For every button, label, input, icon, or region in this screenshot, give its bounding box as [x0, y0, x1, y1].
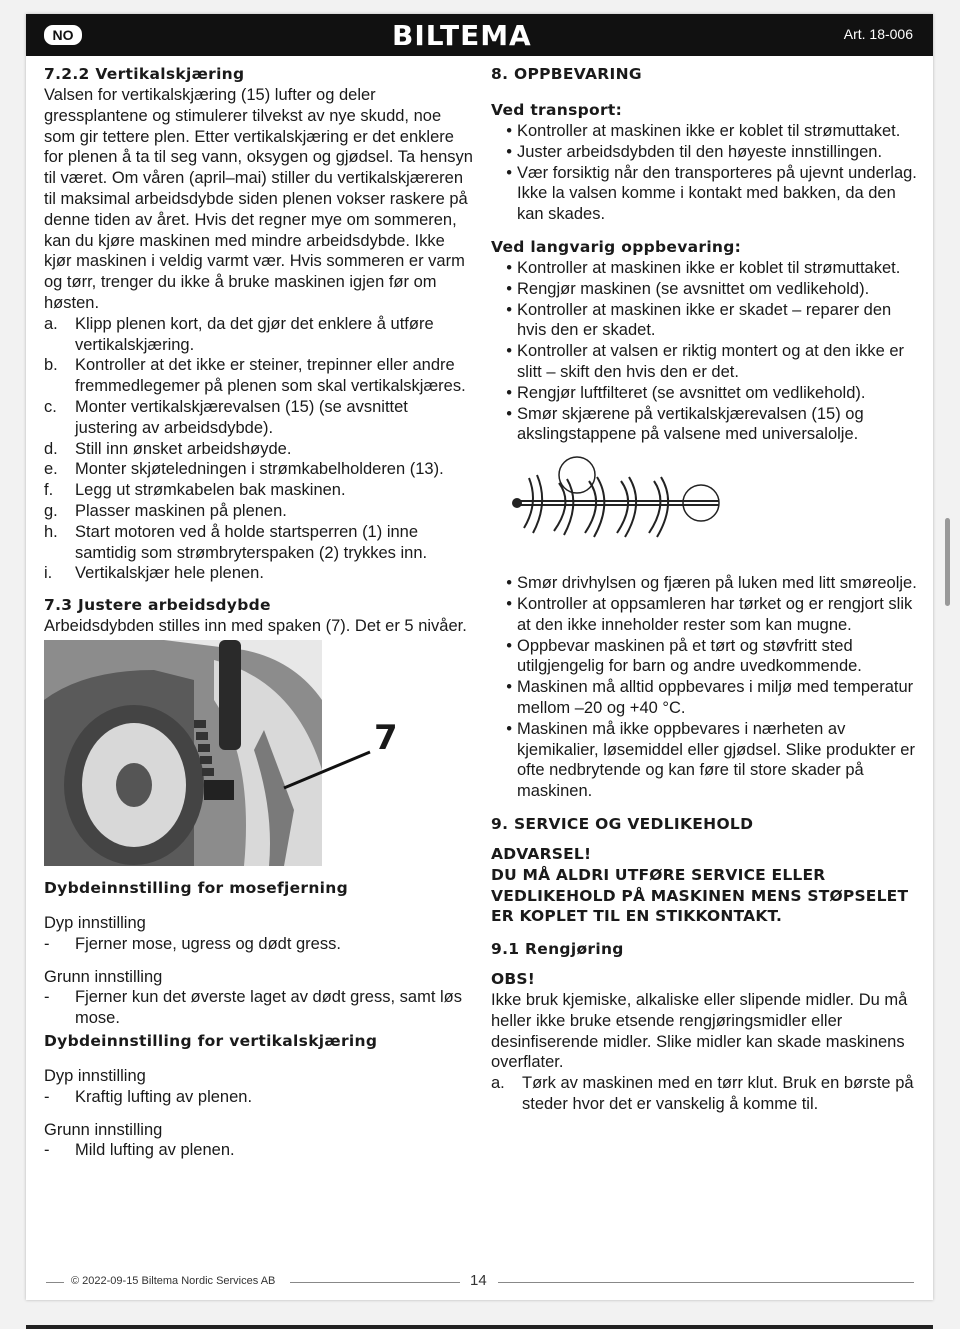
bullet: • [506, 122, 512, 140]
list-marker: f. [44, 481, 54, 500]
language-badge: NO [44, 25, 82, 45]
biltema-logo: BILTEMA [392, 19, 532, 52]
bullet: • [506, 279, 512, 298]
list-text: Kraftig lufting av plenen. [75, 1087, 253, 1106]
section-91-title: 9.1 Rengjøring [491, 940, 624, 959]
list-text: Legg ut strømkabelen bak maskinen. [75, 481, 346, 500]
list-item [491, 383, 921, 404]
list-item [491, 404, 921, 446]
list-item [44, 314, 474, 356]
list-item [44, 987, 474, 1029]
list-item [491, 258, 921, 279]
list-text: Kontroller at valsen er riktig montert og at den ikke er slitt – skift den hvis den er det. [517, 342, 905, 381]
bottom-edge [26, 1325, 933, 1329]
page-number: 14 [470, 1272, 487, 1289]
list-item [491, 1073, 921, 1115]
list-item [44, 1140, 474, 1161]
list-marker: c. [44, 397, 57, 416]
footer-rule [46, 1282, 64, 1283]
list-text: Monter vertikalskjærevalsen (15) (se avsnittet justering av arbeidsdybde). [75, 397, 408, 437]
vert-grunn-label: Grunn innstilling [44, 1120, 163, 1139]
list-text: Mild lufting av plenen. [75, 1141, 235, 1160]
mose-grunn-label: Grunn innstilling [44, 967, 163, 986]
list-text: Kontroller at det ikke er steiner, trepinner eller andre fremmedlegemer på plenen som skal vertikalskjæres. [75, 356, 466, 396]
steps-list [44, 314, 474, 584]
list-marker: i. [44, 564, 53, 583]
section-722-title: 7.2.2 Vertikalskjæring [44, 65, 245, 83]
list-item [491, 300, 921, 342]
left-column [44, 64, 474, 1161]
vert-dyp-label: Dyp innstilling [44, 1066, 146, 1085]
list-text: Tørk av maskinen med en tørr klut. Bruk en børste på steder hvor det er vanskelig å komme til. [522, 1074, 914, 1113]
list-marker: a. [44, 314, 58, 333]
storage-title: Ved langvarig oppbevaring: [491, 237, 742, 256]
list-item [44, 459, 474, 480]
section-73-title: 7.3 Justere arbeidsdybde [44, 596, 271, 615]
section-9-title: 9. SERVICE OG VEDLIKEHOLD [491, 814, 754, 833]
list-item [44, 501, 474, 522]
list-text: Plasser maskinen på plenen. [75, 501, 287, 520]
bullet: • [506, 574, 512, 593]
bullet: • [506, 636, 512, 655]
callout-number: 7 [374, 717, 398, 758]
section-73-body: Arbeidsdybden stilles inn med spaken (7). Det er 5 nivåer. [44, 617, 467, 636]
bullet: • [506, 142, 512, 161]
list-text: Vær forsiktig når den transporteres på ujevnt underlag. Ikke la valsen komme i kontakt med bakken, da den kan skades. [517, 163, 917, 224]
warning-label: ADVARSEL! [491, 844, 592, 863]
bullet: • [506, 678, 512, 697]
list-text: Fjerner kun det øverste laget av dødt gress, samt løs mose. [75, 988, 462, 1028]
list-item [491, 719, 921, 802]
list-item [44, 1087, 474, 1108]
bullet: • [506, 383, 512, 402]
list-marker: g. [44, 501, 58, 520]
list-text: Start motoren ved å holde startsperren (1) inne samtidig som strømbryterspaken (2) trykkes inn. [75, 522, 428, 562]
section-91-body: Ikke bruk kjemiske, alkaliske eller slipende midler. Du må heller ikke bruke etsende rengjøringsmidler eller desinfiserende midler. Slike midler kan skade maskinens overflater. [491, 990, 908, 1072]
bullet: • [506, 404, 512, 423]
footer-rule [290, 1282, 460, 1283]
list-text: Juster arbeidsdybden til den høyeste innstillingen. [517, 142, 883, 161]
bullet: • [506, 719, 512, 738]
warning-text: DU MÅ ALDRI UTFØRE SERVICE ELLER VEDLIKEHOLD PÅ MASKINEN MENS STØPSELET ER KOPLET TIL EN STIKKONTAKT. [491, 865, 909, 926]
roller-illustration [491, 445, 921, 573]
list-marker: e. [44, 460, 58, 479]
list-item [491, 594, 921, 636]
copyright: © 2022-09-15 Biltema Nordic Services AB [71, 1275, 276, 1287]
vert-title: Dybdeinnstilling for vertikalskjæring [44, 1031, 378, 1050]
obs-label: OBS! [491, 970, 536, 989]
list-item [44, 439, 474, 460]
list-text: Still inn ønsket arbeidshøyde. [75, 439, 292, 458]
list-item [44, 480, 474, 501]
list-text: Rengjør maskinen (se avsnittet om vedlikehold). [517, 279, 870, 298]
list-marker: - [44, 988, 50, 1007]
section-8-title: 8. OPPBEVARING [491, 65, 642, 83]
depth-lever-figure [44, 640, 474, 872]
list-marker: - [44, 1141, 50, 1160]
mose-dyp-label: Dyp innstilling [44, 913, 146, 932]
list-item [491, 279, 921, 300]
list-text: Smør skjærene på vertikalskjærevalsen (15) og akslingstappene på valsene med universalolje. [517, 404, 864, 444]
list-marker: h. [44, 522, 58, 541]
bullet: • [506, 594, 512, 613]
list-text: Smør drivhylsen og fjæren på luken med litt smøreolje. [517, 574, 917, 593]
bullet: • [506, 163, 512, 182]
page-footer [46, 1272, 914, 1292]
list-item [491, 142, 921, 163]
list-item [44, 355, 474, 397]
bullet: • [506, 300, 512, 319]
list-text: Rengjør luftfilteret (se avsnittet om vedlikehold). [517, 383, 866, 402]
list-text: Maskinen må ikke oppbevares i nærheten av kjemikalier, løsemiddel eller gjødsel. Slike produkter er ofte nedbrytende og kan føre til store skader på maskinen. [517, 719, 915, 801]
list-marker: d. [44, 439, 58, 458]
list-text: Kontroller at maskinen ikke er koblet til strømuttaket. [517, 258, 901, 277]
list-text: Fjerner mose, ugress og dødt gress. [75, 934, 341, 953]
list-text: Kontroller at maskinen ikke er koblet til strømuttaket. [517, 122, 901, 140]
callout-line [274, 740, 384, 800]
list-marker: b. [44, 356, 58, 375]
storage-list-2 [491, 573, 921, 802]
bullet: • [506, 258, 512, 277]
right-column [491, 64, 921, 1115]
list-text: Kontroller at maskinen ikke er skadet – reparer den hvis den er skadet. [517, 300, 892, 340]
list-item [44, 563, 474, 584]
list-text: Kontroller at oppsamleren har tørket og er rengjort slik at den ikke inneholder rester som kan mugne. [517, 594, 913, 634]
scrollbar-thumb[interactable] [945, 518, 950, 606]
transport-list [491, 121, 921, 225]
list-text: Klipp plenen kort, da det gjør det enklere å utføre vertikalskjæring. [75, 314, 434, 354]
list-text: Monter skjøteledningen i strømkabelholderen (13). [75, 460, 444, 479]
bullet: • [506, 342, 512, 361]
section-722-body: Valsen for vertikalskjæring (15) lufter og deler gressplantene og stimulerer tilvekst av nye skudd, noe som gir tettere plen. Etter vertikalskjæring er det enklere for plenen å ta til seg vann, oksygen og gjødsel. Ta hensyn til været. Om våren (april–mai) stiller du vertikalskjæreren til maksimal arbeidsdybde siden plenen vokser raskere på denne tiden av året. Hvis det regner mye om sommeren, kan du kjøre maskinen med mindre arbeidsdybde. Ikke kjør maskinen i veldig varmt vær. Hvis sommeren er varm og tørr, trenger du ikke å bruke maskinen igjen før om høsten. [44, 86, 473, 312]
manual-page [26, 14, 933, 1300]
list-text: Vertikalskjær hele plenen. [75, 564, 264, 583]
list-item [44, 397, 474, 439]
list-item [491, 121, 921, 142]
transport-title: Ved transport: [491, 101, 623, 119]
list-item [44, 934, 474, 955]
list-item [491, 677, 921, 719]
footer-rule [498, 1282, 914, 1283]
list-marker: a. [491, 1074, 505, 1093]
list-text: Oppbevar maskinen på et tørt og støvfritt sted utilgjengelig for barn og andre uvedkommende. [517, 636, 862, 676]
list-item [491, 341, 921, 383]
list-item [491, 636, 921, 678]
list-item [491, 163, 921, 225]
list-text: Maskinen må alltid oppbevares i miljø med temperatur mellom –20 og +40 °C. [517, 678, 914, 717]
storage-list [491, 258, 921, 445]
list-marker: - [44, 1087, 50, 1106]
list-item [491, 573, 921, 594]
list-marker: - [44, 934, 50, 953]
article-number: Art. 18-006 [843, 26, 913, 42]
header-bar [26, 14, 933, 56]
list-item [44, 522, 474, 564]
mose-title: Dybdeinnstilling for mosefjerning [44, 878, 349, 897]
